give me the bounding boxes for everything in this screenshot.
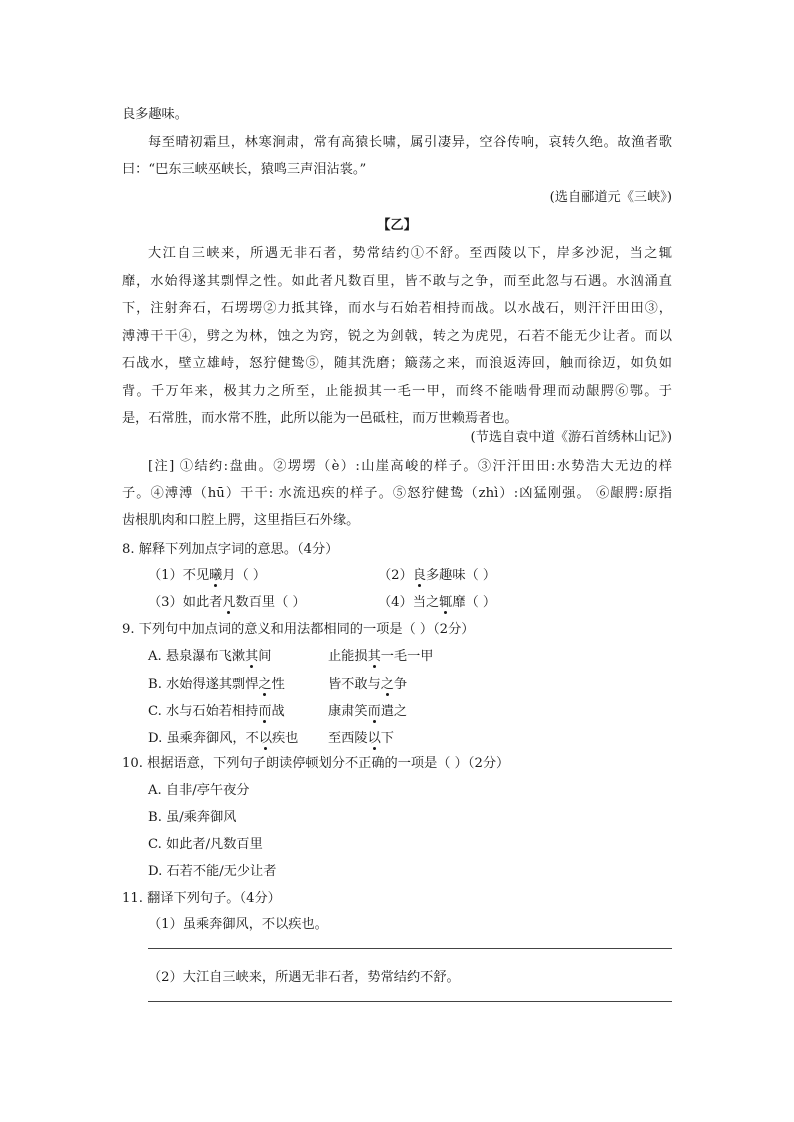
answer-line-1[interactable] bbox=[148, 948, 672, 949]
question-9-stem: 9. 下列句中加点词的意义和用法都相同的一项是（ ）（2分） bbox=[122, 622, 475, 637]
question-10-stem: 10. 根据语意，下列句子朗读停顿划分不正确的一项是（ ）（2分） bbox=[122, 756, 510, 771]
passage-yi-line: 下，注射奔石，石塄塄②力抵其锋，而水与石始若相持而战。以水战石，则汗汗田田③， bbox=[122, 301, 672, 316]
passage-yi-heading: 【乙】 bbox=[377, 218, 417, 233]
passage-jia-line: 每至晴初霜旦，林寒涧肃，常有高猿长啸，属引凄异，空谷传响，哀转久绝。故渔者歌 bbox=[148, 135, 672, 150]
passage-yi-line: 溥溥干干④，劈之为林，蚀之为窍，锐之为剑戟，转之为虎兕，石若不能无少让者。而以 bbox=[122, 329, 672, 344]
question-9-option-d: D. 虽乘奔御风，不以疾也 bbox=[148, 727, 298, 746]
question-9-option-d-compare: 至西陵以下 bbox=[328, 727, 394, 746]
question-8-item: （4）当之辄靡（ ） bbox=[378, 591, 496, 610]
question-9-option-c-compare: 康肃笑而遣之 bbox=[328, 700, 407, 719]
passage-yi-line: 背。千万年来，极其力之所至，止能损其一毛一甲，而终不能啮骨理而动龈腭⑥鄂。于 bbox=[122, 384, 672, 399]
question-9-option-a-compare: 止能损其一毛一甲 bbox=[328, 645, 434, 664]
question-9-option-a: A. 悬泉瀑布飞漱其间 bbox=[148, 645, 271, 664]
question-8-item: （2）良多趣味（ ） bbox=[378, 564, 496, 583]
question-8-stem: 8. 解释下列加点字词的意思。（4分） bbox=[122, 542, 339, 557]
question-9-option-b: B. 水始得遂其剽悍之性 bbox=[148, 673, 285, 692]
question-8-item: （1）不见曦月（ ） bbox=[148, 564, 266, 583]
question-9-option-b-compare: 皆不敢与之争 bbox=[328, 673, 407, 692]
question-11-sentence-1: （1）虽乘奔御风，不以疾也。 bbox=[148, 917, 328, 932]
question-10-option-d: D. 石若不能/无少让者 bbox=[148, 864, 277, 879]
question-10-option-b: B. 虽/乘奔御风 bbox=[148, 810, 237, 825]
annotation-line: 齿根肌肉和口腔上腭，这里指巨石外缘。 bbox=[122, 513, 360, 528]
passage-jia-source: (选自郦道元《三峡》) bbox=[549, 190, 672, 205]
question-8-item: （3）如此者凡数百里（ ） bbox=[148, 591, 306, 610]
question-10-option-a: A. 自非/亭午夜分 bbox=[148, 783, 250, 798]
question-11-sentence-2: （2）大江自三峡来，所遇无非石者，势常结约不舒。 bbox=[148, 970, 460, 985]
passage-yi-source: (节选自袁中道《游石首绣林山记》) bbox=[470, 430, 672, 445]
passage-yi-line: 是，石常胜，而水常不胜，此所以能为一邑砥柱，而万世赖焉者也。 bbox=[122, 411, 518, 426]
answer-line-2[interactable] bbox=[148, 1001, 672, 1002]
passage-yi-line: 石战水，壁立雄峙，怒狞健鸷⑤，随其洗磨；簸荡之来，而浪返涛回，触而徐迈，如负如 bbox=[122, 356, 672, 371]
passage-yi-line: 大江自三峡来，所遇无非石者，势常结约①不舒。至西陵以下，岸多沙泥，当之辄 bbox=[148, 246, 672, 261]
annotation-line: [注] ①结约:盘曲。②塄塄（è）:山崖高峻的样子。③汗汗田田:水势浩大无边的样 bbox=[148, 459, 672, 474]
passage-jia-line: 曰：“巴东三峡巫峡长，猿鸣三声泪沾裳。” bbox=[122, 162, 367, 177]
question-10-option-c: C. 如此者/凡数百里 bbox=[148, 837, 263, 852]
passage-jia-line: 良多趣味。 bbox=[122, 107, 188, 122]
question-9-option-c: C. 水与石始若相持而战 bbox=[148, 700, 285, 719]
passage-yi-line: 靡，水始得遂其剽悍之性。如此者凡数百里，皆不敢与之争，而至此忽与石遇。水汹涌直 bbox=[122, 274, 672, 289]
annotation-line: 子。④溥溥（hū）干干: 水流迅疾的样子。⑤怒狞健鸷（zhì）:凶猛刚强。 ⑥龈腭:原指 bbox=[122, 486, 672, 501]
question-11-stem: 11. 翻译下列句子。（4分） bbox=[122, 891, 281, 906]
